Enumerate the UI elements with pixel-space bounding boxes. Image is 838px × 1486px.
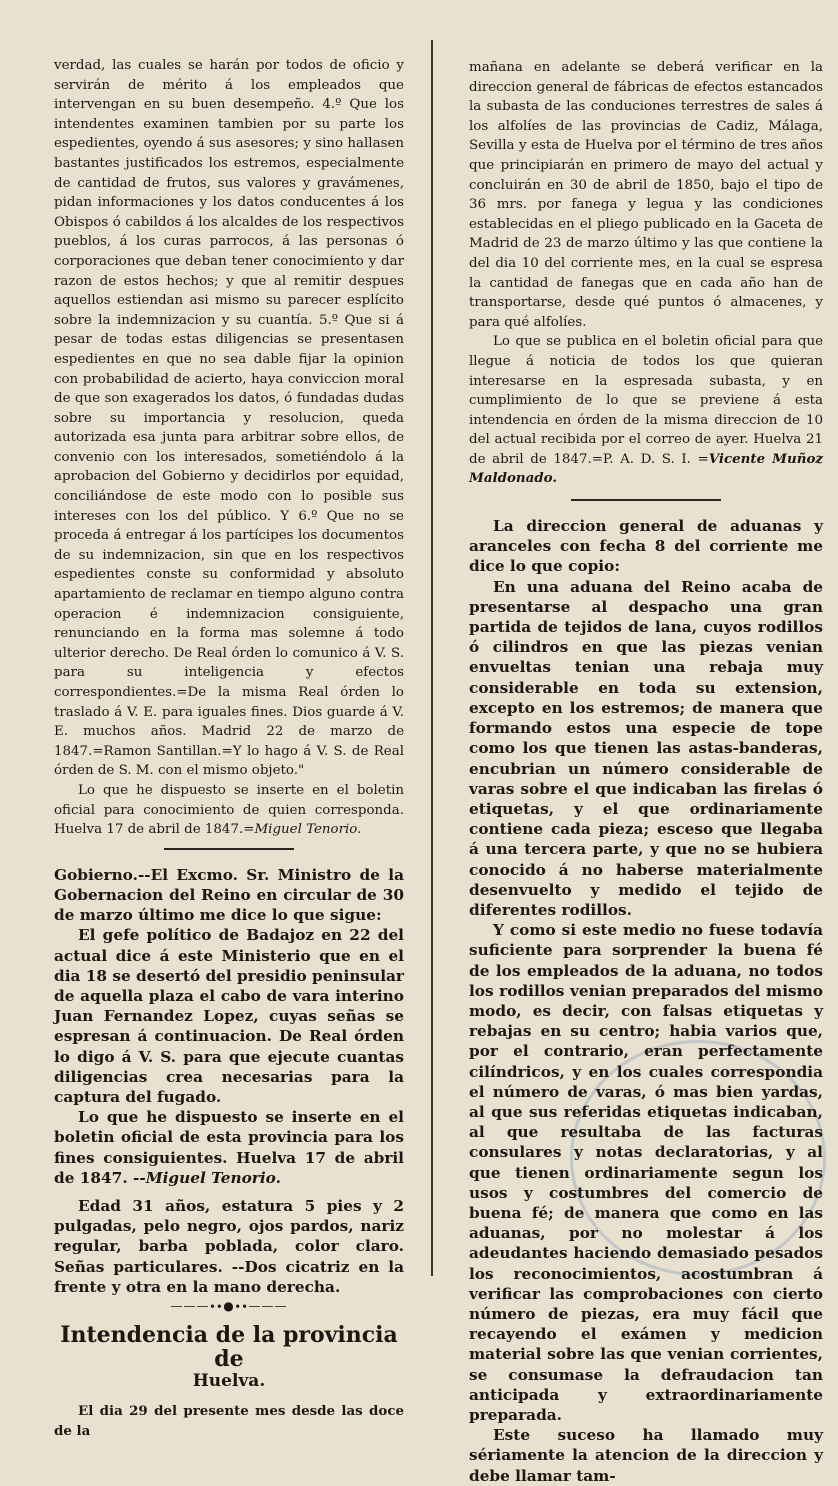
section-separator — [164, 848, 294, 850]
publication-note — [54, 781, 404, 840]
intendencia-notice-start: El dia 29 del presente mes desde las doce de la — [54, 1403, 404, 1439]
publication-note-text: Lo que he dispuesto se inserte en el boletin oficial para conocimiento de quien corresponda. Huelva 17 de abril de 1847.= — [54, 782, 404, 838]
right-column — [469, 58, 823, 1485]
signature: Vicente Muñoz Maldonado. — [469, 450, 823, 487]
signature: Miguel Tenorio. — [254, 822, 362, 838]
gobierno-publication-note — [54, 1107, 404, 1188]
aduanas-paragraph-3: Este suceso ha llamado muy sériamente la atencion de la direccion y debe llamar tam- — [469, 1426, 823, 1485]
section-heading: Intendencia de la provincia de — [60, 1322, 398, 1373]
royal-order-continuation: verdad, las cuales se harán por todos de oficio y servirán de mérito á los empleados que intervengan en su buen desempeño. 4.º Que los intendentes examinen tambien por su parte los espedientes, oyendo á sus asesores; y sino hallasen bastantes justificados los estremos, especialmente de cantidad de frutos, sus valores y gravámenes, pidan informaciones y los datos conducentes á los Obispos ó cabildos á los alcaldes de los respectivos pueblos, á los curas parrocos, á las personas ó corporaciones que deban tener conocimiento y dar razon de estos hechos; y que al remitir despues aquellos estiendan asi mismo su parecer esplícito sobre la indemnizacion y su cuantía. 5.º Que si á pesar de todas estas diligencias se presentasen espedientes en que no sea dable fijar la opinion con probabilidad de acierto, haya conviccion moral de que son exagerados los datos, ó fundadas dudas sobre su importancia y resolucion, queda autorizada esa junta para arbitrar sobre ellos, de convenio con los interesados, sometiéndolo á la aprobacion del Gobierno y decidirlos por equidad, conciliándose de este modo con lo posible sus intereses con los del público. Y 6.º Que no se proceda á entregar á los partícipes los documentos de su indemnizacion, sin que en los respectivos espedientes conste su conformidad y absoluto apartamiento de reclamar en tiempo alguno contra operacion é indemnizacion consiguiente, renunciando en la forma mas solemne á todo ulterior derecho. De Real órden lo comunico á V. S. para su inteligencia y efectos correspondientes.=De la misma Real órden lo traslado á V. E. para iguales fines. Dios guarde á V. E. muchos años. Madrid 22 de marzo de 1847.=Ramon Santillan.=Y lo hago á V. S. de Real órden de S. M. con el mismo objeto." — [54, 58, 404, 779]
auction-publication-note-text: Lo que se publica en el boletin oficial para que llegue á noticia de todos los que quieran interesarse en la espresada subasta, y en cumplimiento de lo que se previene á esta intendencia en órden de la misma direccion de 10 del actual recibida por el correo de ayer. Huelva 21 de abril de 1847.=P. A. D. S. I. = — [469, 334, 823, 467]
aduanas-intro: La direccion general de aduanas y aranceles con fecha 8 del corriente me dice lo que copio: — [469, 517, 823, 576]
column-divider — [431, 40, 433, 1276]
auction-notice: mañana en adelante se deberá verificar en la direccion general de fábricas de efectos estancados la subasta de las conduciones terrestres de sales á los alfolíes de las provincias de Cadiz, Málaga, Sevilla y esta de Huelva por el término de tres años que principiarán en primero de mayo del actual y concluirán en 30 de abril de 1850, bajo el tipo de 36 mrs. por fanega y legua y las condiciones establecidas en el pliego publicado en la Gaceta de Madrid de 23 de marzo último y las que contiene la del dia 10 del corriente mes, en la cual se espresa la cantidad de fanegas que en cada año han de transportarse, desde qué puntos ó almacenes, y para qué alfolíes. — [469, 60, 823, 330]
ornament-divider: ———∙∙●∙∙——— — [170, 1299, 288, 1314]
aduanas-paragraph-1: En una aduana del Reino acaba de presentarse al despacho una gran partida de tejidos de lana, cuyos rodillos ó cilindros en que las piezas venian envueltas tenian una rebaja muy considerable en toda su extension, excepto en los estremos; de manera que formando estos una especie de tope como los que tienen las astas-banderas, encubrian un número considerable de varas sobre el que indicaban las firelas ó etiquetas, y el que ordinariamente contiene cada pieza; esceso que llegaba á una tercera parte, y que no se hubiera conocido á no haberse materialmente desenvuelto y medido el tejido de diferentes rodillos. — [469, 577, 823, 919]
auction-publication-note — [469, 332, 823, 489]
section-separator — [571, 499, 721, 501]
gobierno-intro: Gobierno.--El Excmo. Sr. Ministro de la Gobernacion del Reino en circular de 30 de marzo último me dice lo que sigue: — [54, 865, 404, 925]
aduanas-paragraph-2: Y como si este medio no fuese todavía suficiente para sorprender la buena fé de los empleados de la aduana, no todos los rodillos venian preparados del mismo modo, es decir, con falsas etiquetas y rebajas en su centro; habia varios que, por el contrario, eran perfectamente cilíndricos, y en los cuales correspondia el número de varas, ó mas bien yardas, al que sus referidas etiquetas indicaban, al que resultaba de las facturas consulares y notas declaratorias, y al que tienen ordinariamente segun los usos y costumbres del comercio de buena fé; de manera que como en las aduanas, por no molestar á los adeudantes haciendo demasiado pesados los reconocimientos, acostumbran á verificar las comprobaciones con cierto número de piezas, era muy fácil que recayendo el exámen y medicion material sobre las que venian corrientes, se consumase la defraudacion tan anticipada y extraordinariamente preparada. — [469, 921, 823, 1424]
left-column — [54, 56, 404, 1439]
section-subheading: Huelva. — [192, 1371, 266, 1392]
gobierno-publication-note-text: Lo que he dispuesto se inserte en el boletin oficial de esta provincia para los fines consiguientes. Huelva 17 de abril de 1847. -- — [54, 1108, 404, 1187]
gobierno-body: El gefe político de Badajoz en 22 del actual dice á este Ministerio que en el dia 18 se desertó del presidio peninsular de aquella plaza el cabo de vara interino Juan Fernandez Lopez, cuyas señas se espresan á continuacion. De Real órden lo digo á V. S. para que ejecute cuantas diligencias crea necesarias para la captura del fugado. — [54, 926, 404, 1106]
signature: Miguel Tenorio. — [145, 1168, 281, 1187]
fugitive-description: Edad 31 años, estatura 5 pies y 2 pulgadas, pelo negro, ojos pardos, nariz regular, barba poblada, color claro. Señas particulares. --Dos cicatriz en la frente y otra en la mano derecha. — [54, 1197, 404, 1296]
